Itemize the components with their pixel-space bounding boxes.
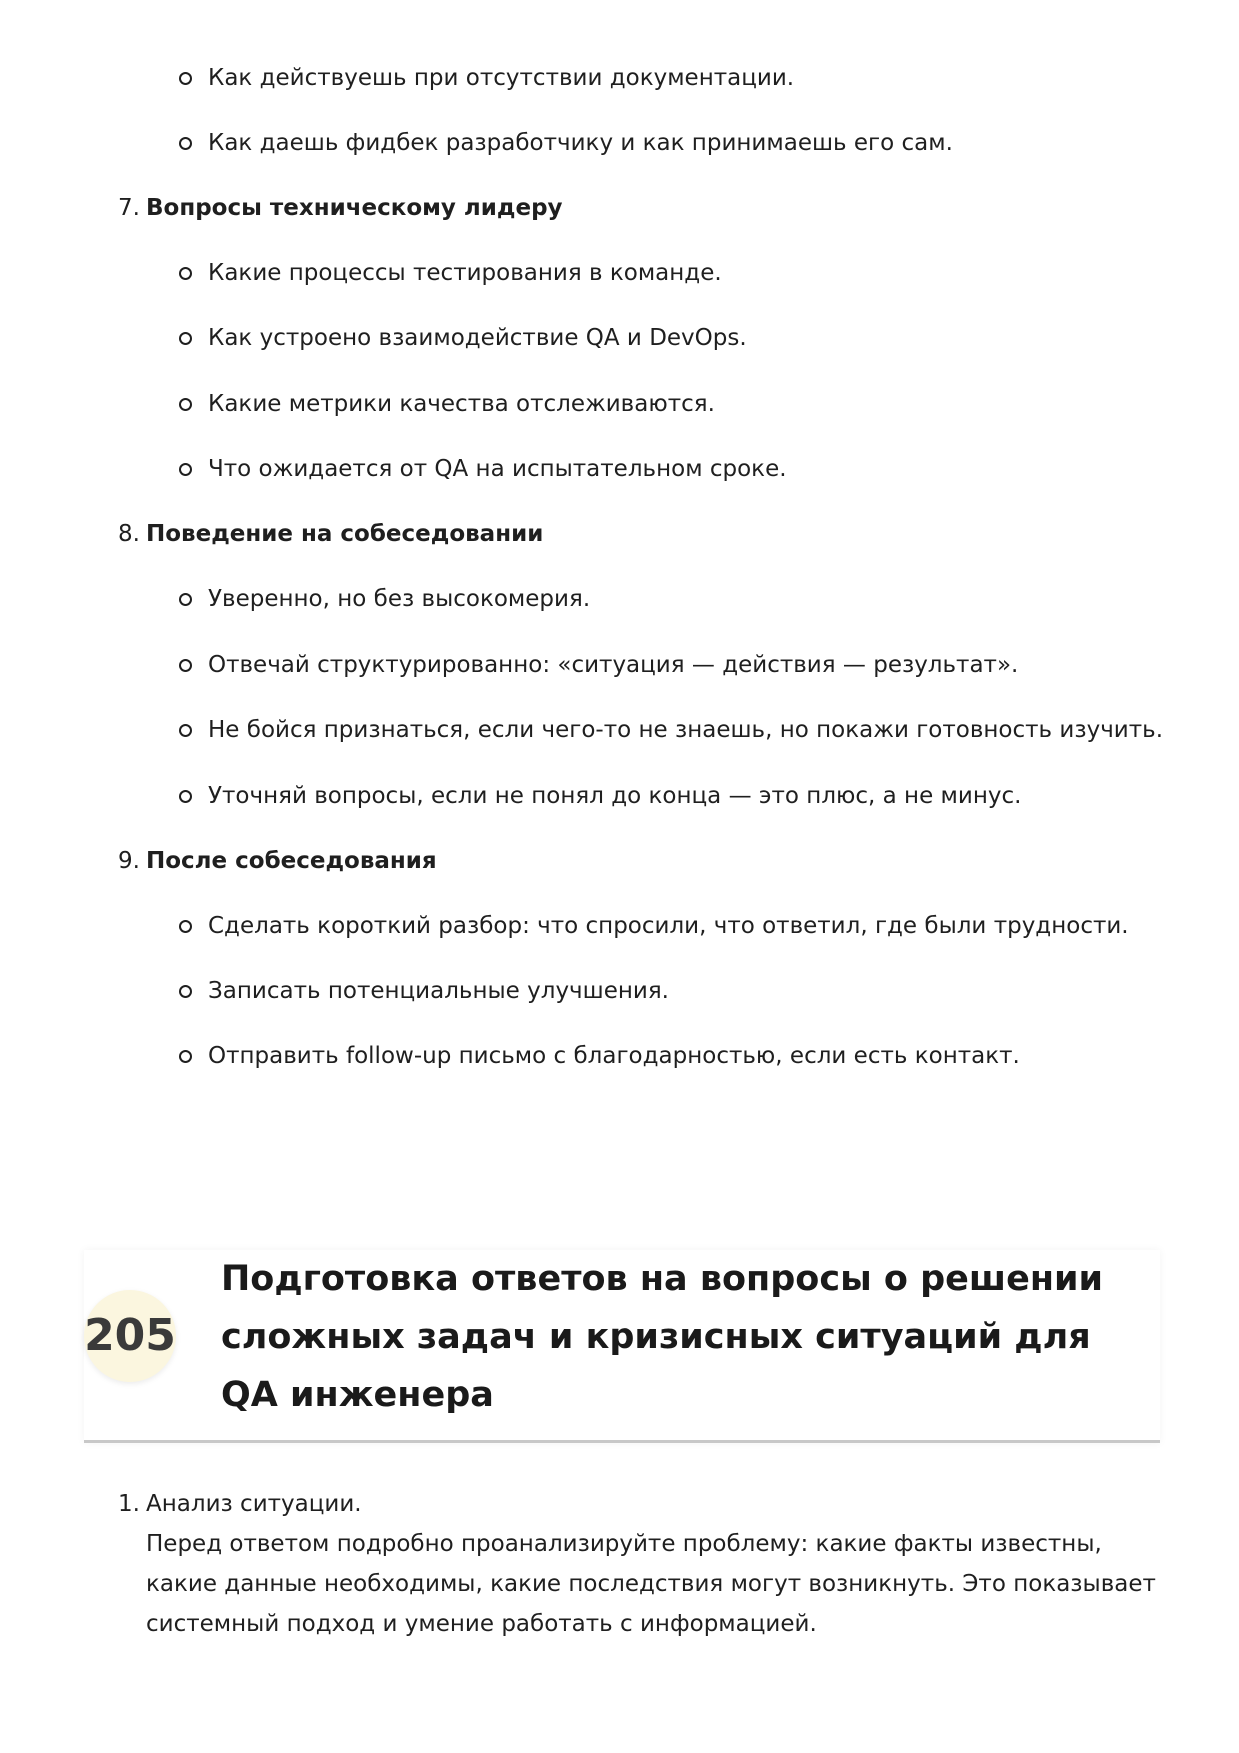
circle-bullet-icon bbox=[179, 267, 192, 280]
list-item-text: Отправить follow-up письмо с благодарностью, если есть контакт. bbox=[208, 1043, 1020, 1069]
circle-bullet-icon bbox=[179, 463, 192, 476]
circle-bullet-icon bbox=[179, 790, 192, 803]
item-number: 7. bbox=[118, 195, 140, 221]
list-item bbox=[208, 975, 669, 1007]
circle-bullet-icon bbox=[179, 1050, 192, 1063]
list-item-text: Сделать короткий разбор: что спросили, что ответил, где были трудности. bbox=[208, 913, 1129, 939]
list-item-text: Записать потенциальные улучшения. bbox=[208, 978, 669, 1004]
list-item-text: Отвечай структурированно: «ситуация — действия — результат». bbox=[208, 652, 1019, 678]
circle-bullet-icon bbox=[179, 985, 192, 998]
circle-bullet-icon bbox=[179, 332, 192, 345]
list-item-text: Как действуешь при отсутствии документации. bbox=[208, 65, 795, 91]
list-item-text: Как устроено взаимодействие QA и DevOps. bbox=[208, 325, 747, 351]
circle-bullet-icon bbox=[179, 398, 192, 411]
list-item bbox=[208, 910, 1129, 942]
item-title: Вопросы техническому лидеру bbox=[146, 195, 563, 221]
list-item-text: Как даешь фидбек разработчику и как принимаешь его сам. bbox=[208, 130, 953, 156]
circle-bullet-icon bbox=[179, 593, 192, 606]
list-item bbox=[208, 257, 722, 289]
item-title: Поведение на собеседовании bbox=[146, 521, 544, 547]
item-number: 8. bbox=[118, 521, 140, 547]
list-item-text: Не бойся признаться, если чего-то не знаешь, но покажи готовность изучить. bbox=[208, 717, 1164, 743]
list-item bbox=[208, 322, 747, 354]
list-item bbox=[208, 62, 794, 94]
circle-bullet-icon bbox=[179, 72, 192, 85]
section-number: 205 bbox=[84, 1310, 176, 1361]
list-item bbox=[208, 1040, 1020, 1072]
list-item bbox=[208, 780, 1021, 812]
list-item bbox=[208, 649, 1018, 681]
item-number: 1. bbox=[118, 1491, 140, 1517]
list-item-text: Какие метрики качества отслеживаются. bbox=[208, 391, 715, 417]
circle-bullet-icon bbox=[179, 659, 192, 672]
list-item bbox=[208, 583, 590, 615]
item-label: Анализ ситуации. bbox=[146, 1491, 362, 1517]
item-text: Перед ответом подробно проанализируйте проблему: какие факты известны, какие данные необходимы, какие последствия могут возникнуть. Это показывает системный подход и умение работать с информацией. bbox=[146, 1531, 1156, 1637]
list-item bbox=[208, 714, 1163, 746]
numbered-heading bbox=[118, 845, 437, 877]
circle-bullet-icon bbox=[179, 920, 192, 933]
circle-bullet-icon bbox=[179, 137, 192, 150]
numbered-paragraph bbox=[118, 1484, 1158, 1644]
item-number: 9. bbox=[118, 848, 140, 874]
numbered-heading bbox=[118, 192, 563, 224]
list-item bbox=[208, 388, 715, 420]
list-item-text: Что ожидается от QA на испытательном сроке. bbox=[208, 456, 787, 482]
item-title: После собеседования bbox=[146, 848, 437, 874]
section-title: Подготовка ответов на вопросы о решении сложных задач и кризисных ситуаций для QA инженера bbox=[221, 1259, 1104, 1415]
list-item bbox=[208, 127, 953, 159]
circle-bullet-icon bbox=[179, 724, 192, 737]
list-item bbox=[208, 453, 787, 485]
list-item-text: Уверенно, но без высокомерия. bbox=[208, 586, 591, 612]
list-item-text: Какие процессы тестирования в команде. bbox=[208, 260, 722, 286]
numbered-heading bbox=[118, 518, 543, 550]
list-item-text: Уточняй вопросы, если не понял до конца — это плюс, а не минус. bbox=[208, 783, 1022, 809]
